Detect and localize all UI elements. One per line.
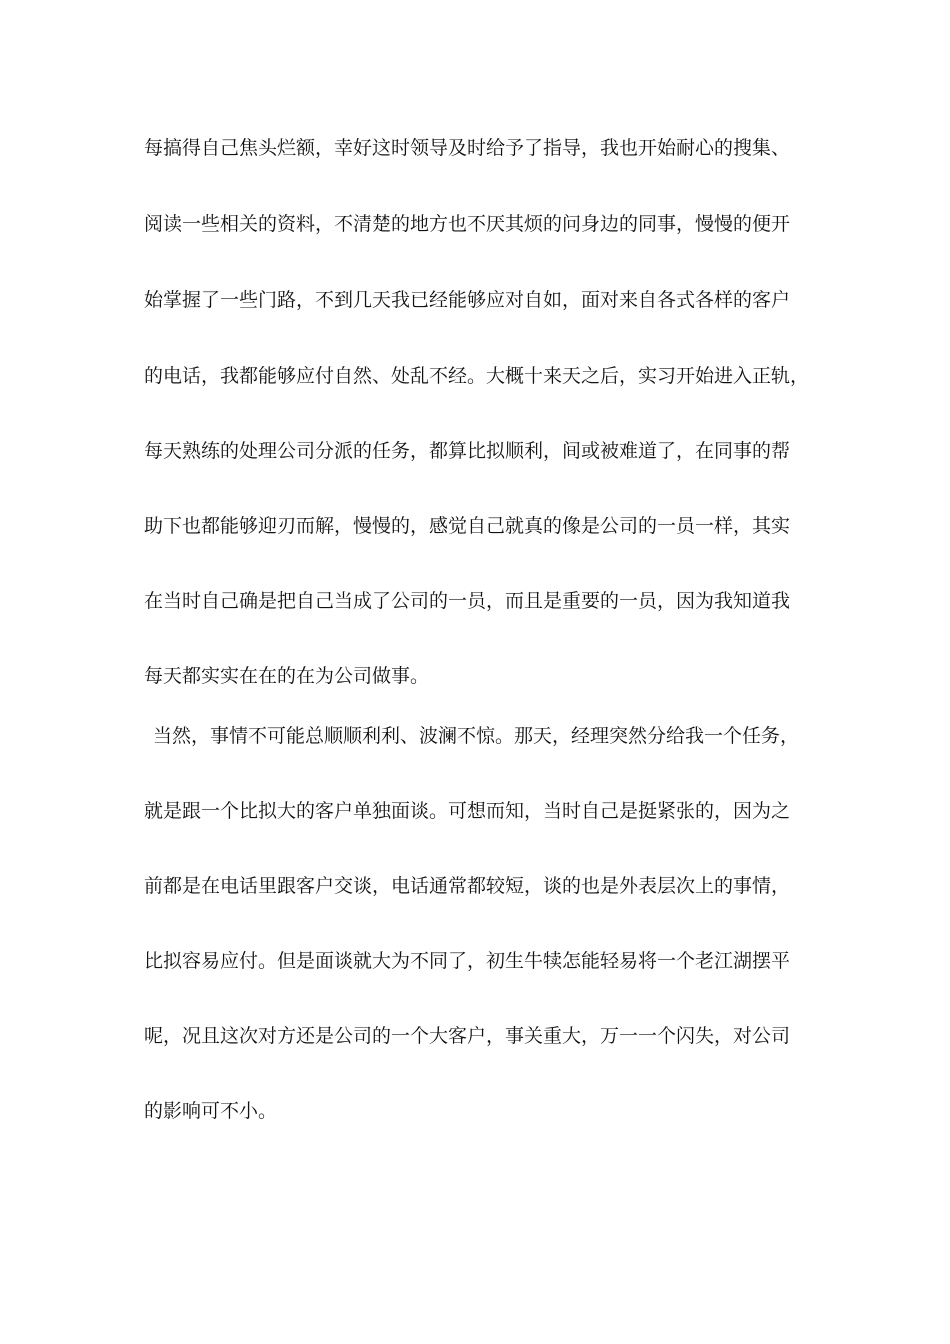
paragraph-1-line: 在当时自己确是把自己当成了公司的一员，而且是重要的一员，因为我知道我 (144, 590, 791, 612)
paragraph-1-line: 每天熟练的处理公司分派的任务，都算比拟顺利，间或被难道了，在同事的帮 (144, 440, 791, 462)
paragraph-1-line: 的电话，我都能够应付自然、处乱不经。大概十来天之后，实习开始进入正轨， (144, 365, 810, 387)
paragraph-2-line: 呢，况且这次对方还是公司的一个大客户，事关重大，万一一个闪失，对公司 (144, 1025, 791, 1047)
paragraph-2-line: 的影响可不小。 (144, 1100, 278, 1122)
paragraph-2-line: 当然，事情不可能总顺顺利利、波澜不惊。那天，经理突然分给我一个任务， (153, 725, 800, 747)
paragraph-2-line: 比拟容易应付。但是面谈就大为不同了，初生牛犊怎能轻易将一个老江湖摆平 (144, 950, 791, 972)
paragraph-1-line: 阅读一些相关的资料，不清楚的地方也不厌其烦的问身边的同事，慢慢的便开 (144, 213, 791, 235)
paragraph-1-line: 每搞得自己焦头烂额，幸好这时领导及时给予了指导，我也开始耐心的搜集、 (144, 137, 791, 159)
paragraph-2-line: 就是跟一个比拟大的客户单独面谈。可想而知，当时自己是挺紧张的，因为之 (144, 800, 791, 822)
document-body (144, 134, 814, 1134)
paragraph-1-line: 每天都实实在在的在为公司做事。 (144, 665, 430, 687)
paragraph-1-line: 始掌握了一些门路，不到几天我已经能够应对自如，面对来自各式各样的客户 (144, 289, 791, 311)
paragraph-1-line: 助下也都能够迎刃而解，慢慢的，感觉自己就真的像是公司的一员一样，其实 (144, 515, 791, 537)
paragraph-2-line: 前都是在电话里跟客户交谈，电话通常都较短，谈的也是外表层次上的事情， (144, 875, 791, 897)
